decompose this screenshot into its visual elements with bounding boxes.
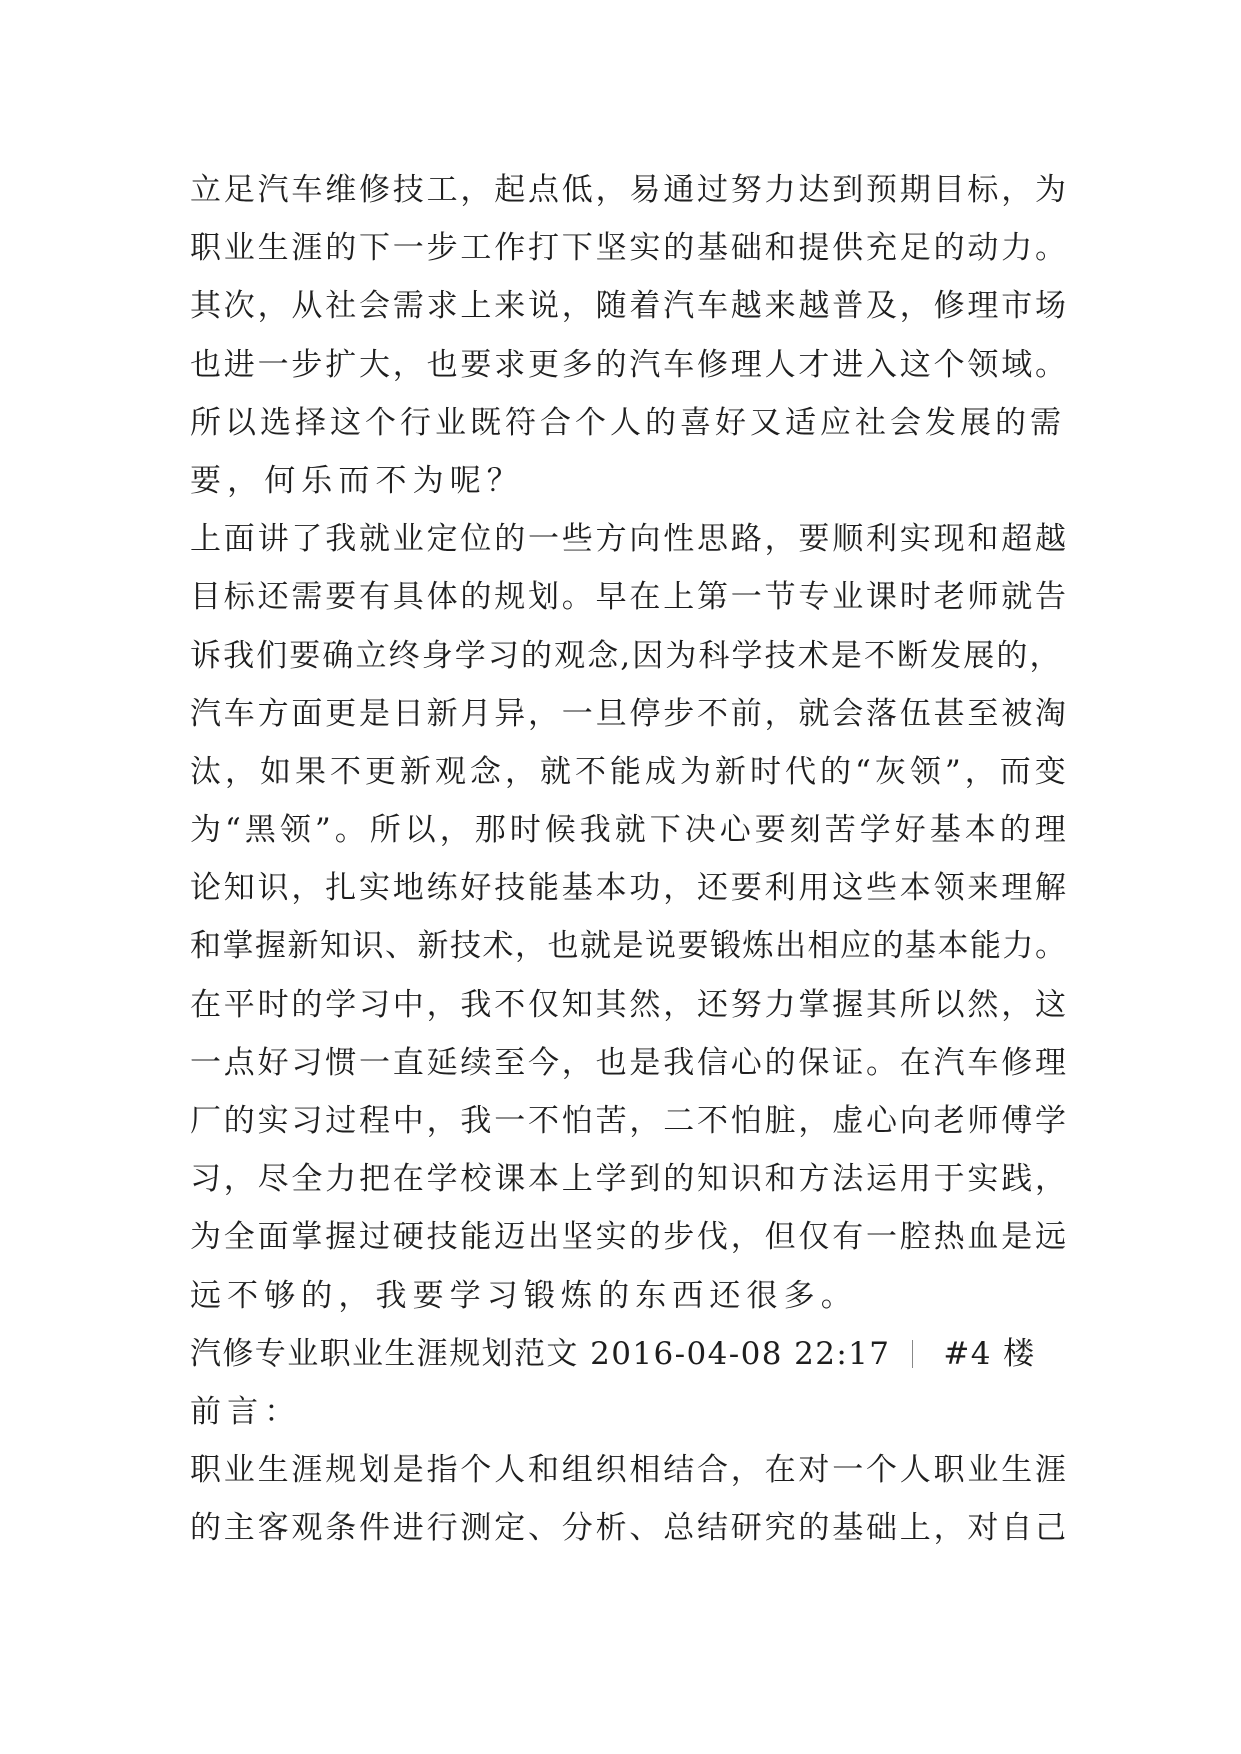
separator-divider (912, 1340, 913, 1368)
text-line: 也进一步扩大，也要求更多的汽车修理人才进入这个领域。 (190, 346, 1069, 383)
post-header (190, 1325, 1070, 1383)
text-line: 一点好习惯一直延续至今，也是我信心的保证。在汽车修理 (190, 1044, 1069, 1081)
floor-number: #4 楼 (943, 1335, 1036, 1372)
text-line: 在平时的学习中，我不仅知其然，还努力掌握其所以然，这 (190, 986, 1069, 1023)
text-line: 诉我们要确立终身学习的观念,因为科学技术是不断发展的， (190, 637, 1063, 674)
text-line: 上面讲了我就业定位的一些方向性思路，要顺利实现和超越 (190, 521, 1069, 558)
text-line: 论知识，扎实地练好技能基本功，还要利用这些本领来理解 (190, 870, 1069, 907)
text-line: 远不够的，我要学习锻炼的东西还很多。 (190, 1277, 858, 1314)
text-line: 立足汽车维修技工，起点低，易通过努力达到预期目标，为 (190, 172, 1069, 208)
text-line: 为“黑领”。所以，那时候我就下决心要刻苦学好基本的理 (190, 812, 1070, 849)
text-line: 习，尽全力把在学校课本上学到的知识和方法运用于实践， (190, 1161, 1069, 1198)
document-body (190, 161, 1070, 1558)
text-line: 为全面掌握过硬技能迈出坚实的步伐，但仅有一腔热血是远 (190, 1219, 1069, 1256)
text-line: 的主客观条件进行测定、分析、总结研究的基础上，对自己 (190, 1510, 1069, 1547)
text-line: 汽车方面更是日新月异，一旦停步不前，就会落伍甚至被淘 (190, 695, 1069, 732)
post-datetime: 2016-04-08 22:17 (590, 1335, 891, 1372)
text-line: 目标还需要有具体的规划。早在上第一节专业课时老师就告 (190, 579, 1069, 616)
text-line: 和掌握新知识、新技术，也就是说要锻炼出相应的基本能力。 (190, 928, 1068, 965)
text-line: 要，何乐而不为呢？ (190, 462, 524, 499)
text-line: 职业生涯规划是指个人和组织相结合，在对一个人职业生涯 (190, 1452, 1069, 1489)
section-heading: 前言： (190, 1393, 302, 1430)
text-line: 厂的实习过程中，我一不怕苦，二不怕脏，虚心向老师傅学 (190, 1103, 1069, 1139)
text-line: 所以选择这个行业既符合个人的喜好又适应社会发展的需 (190, 404, 1065, 441)
text-line: 汰，如果不更新观念，就不能成为新时代的“灰领”，而变 (190, 753, 1070, 790)
text-line: 职业生涯的下一步工作打下坚实的基础和提供充足的动力。 (190, 230, 1069, 267)
post-title: 汽修专业职业生涯规划范文 (190, 1335, 579, 1372)
text-line: 其次，从社会需求上来说，随着汽车越来越普及，修理市场 (190, 288, 1069, 325)
